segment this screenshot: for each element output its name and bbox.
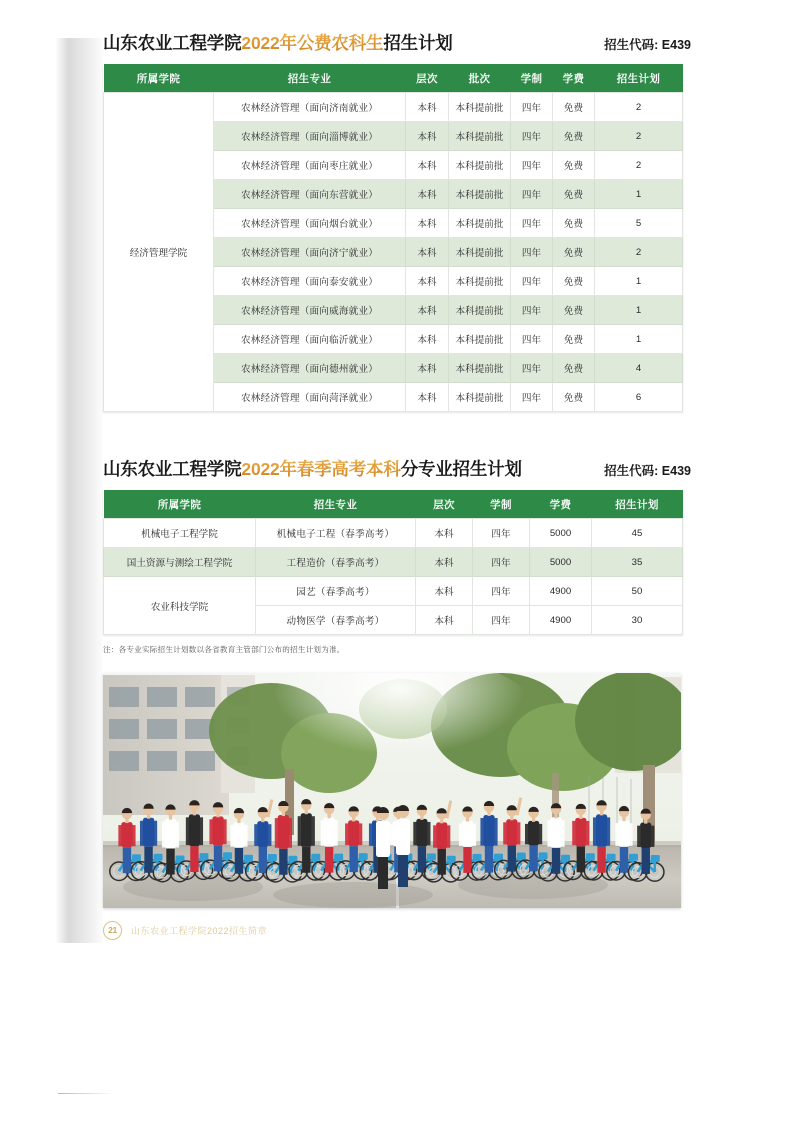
cell-quota: 1 xyxy=(595,180,683,209)
cell-level: 本科 xyxy=(416,577,473,606)
cell-fee: 4900 xyxy=(530,577,592,606)
cell-fee: 免费 xyxy=(553,122,595,151)
cell-years: 四年 xyxy=(511,238,553,267)
page-content xyxy=(103,30,693,940)
gongfei-nongkesheng-plan-table xyxy=(103,64,683,412)
column-header-college: 所属学院 xyxy=(104,490,256,519)
cell-major: 农林经济管理（面向泰安就业） xyxy=(214,267,406,296)
cell-quota: 2 xyxy=(595,151,683,180)
section1-title-row xyxy=(103,30,693,55)
cell-years: 四年 xyxy=(511,325,553,354)
cell-major: 农林经济管理（面向东营就业） xyxy=(214,180,406,209)
cell-years: 四年 xyxy=(511,354,553,383)
cell-fee: 免费 xyxy=(553,209,595,238)
cell-years: 四年 xyxy=(511,383,553,412)
cell-major: 机械电子工程（春季高考） xyxy=(256,519,416,548)
cell-quota: 30 xyxy=(592,606,683,635)
cell-college: 经济管理学院 xyxy=(104,93,214,412)
cell-quota: 1 xyxy=(595,325,683,354)
cell-level: 本科 xyxy=(406,354,449,383)
cell-years: 四年 xyxy=(473,606,530,635)
cell-major: 农林经济管理（面向济南就业） xyxy=(214,93,406,122)
cell-batch: 本科提前批 xyxy=(449,209,511,238)
cell-major: 园艺（春季高考） xyxy=(256,577,416,606)
column-header-major: 招生专业 xyxy=(214,64,406,93)
page-bottom-rule xyxy=(58,1093,115,1094)
table-body xyxy=(104,519,683,635)
table-header-row xyxy=(104,64,683,93)
table-header-row xyxy=(104,490,683,519)
cell-batch: 本科提前批 xyxy=(449,354,511,383)
section2-admission-code: 招生代码: E439 xyxy=(604,464,691,478)
cell-major: 农林经济管理（面向枣庄就业） xyxy=(214,151,406,180)
column-header-fee: 学费 xyxy=(553,64,595,93)
cell-fee: 免费 xyxy=(553,296,595,325)
cell-years: 四年 xyxy=(511,122,553,151)
column-header-major: 招生专业 xyxy=(256,490,416,519)
cell-batch: 本科提前批 xyxy=(449,122,511,151)
cell-quota: 1 xyxy=(595,296,683,325)
cell-college: 国土资源与测绘工程学院 xyxy=(104,548,256,577)
cell-fee: 4900 xyxy=(530,606,592,635)
section1-title-prefix: 山东农业工程学院 xyxy=(103,33,242,53)
cell-batch: 本科提前批 xyxy=(449,296,511,325)
cell-fee: 免费 xyxy=(553,354,595,383)
cell-batch: 本科提前批 xyxy=(449,180,511,209)
cell-level: 本科 xyxy=(406,209,449,238)
column-header-college: 所属学院 xyxy=(104,64,214,93)
cell-major: 工程造价（春季高考） xyxy=(256,548,416,577)
footer-brochure-title: 山东农业工程学院2022招生简章 xyxy=(131,925,268,936)
cell-major: 农林经济管理（面向德州就业） xyxy=(214,354,406,383)
table-body xyxy=(104,93,683,412)
cell-quota: 45 xyxy=(592,519,683,548)
cell-years: 四年 xyxy=(511,151,553,180)
cell-fee: 免费 xyxy=(553,383,595,412)
cell-quota: 2 xyxy=(595,238,683,267)
column-header-years: 学制 xyxy=(511,64,553,93)
section2-title xyxy=(103,456,522,481)
cell-years: 四年 xyxy=(473,577,530,606)
cell-fee: 免费 xyxy=(553,93,595,122)
cell-quota: 1 xyxy=(595,267,683,296)
cell-years: 四年 xyxy=(473,548,530,577)
cell-fee: 5000 xyxy=(530,519,592,548)
cell-fee: 免费 xyxy=(553,325,595,354)
cell-major: 农林经济管理（面向威海就业） xyxy=(214,296,406,325)
column-header-level: 层次 xyxy=(416,490,473,519)
cell-level: 本科 xyxy=(406,383,449,412)
cell-years: 四年 xyxy=(473,519,530,548)
cell-years: 四年 xyxy=(511,267,553,296)
cell-college: 农业科技学院 xyxy=(104,577,256,635)
cell-major: 农林经济管理（面向淄博就业） xyxy=(214,122,406,151)
cell-level: 本科 xyxy=(406,93,449,122)
column-header-fee: 学费 xyxy=(530,490,592,519)
cell-quota: 4 xyxy=(595,354,683,383)
cell-level: 本科 xyxy=(406,267,449,296)
column-header-level: 层次 xyxy=(406,64,449,93)
section1-admission-code: 招生代码: E439 xyxy=(604,38,691,52)
table-row xyxy=(104,577,683,606)
table-row xyxy=(104,519,683,548)
cell-level: 本科 xyxy=(406,325,449,354)
cell-years: 四年 xyxy=(511,296,553,325)
section2-title-row xyxy=(103,456,693,481)
section2-title-prefix: 山东农业工程学院 xyxy=(103,459,242,479)
cell-level: 本科 xyxy=(406,151,449,180)
section2-title-suffix: 分专业招生计划 xyxy=(400,459,522,479)
cell-level: 本科 xyxy=(406,180,449,209)
cell-batch: 本科提前批 xyxy=(449,238,511,267)
cell-quota: 5 xyxy=(595,209,683,238)
cell-quota: 6 xyxy=(595,383,683,412)
section1-title-suffix: 招生计划 xyxy=(383,33,453,53)
cell-major: 农林经济管理（面向烟台就业） xyxy=(214,209,406,238)
column-header-years: 学制 xyxy=(473,490,530,519)
chunji-gaokao-benke-plan-table xyxy=(103,490,683,635)
page-number-badge: 21 xyxy=(103,921,122,940)
cell-batch: 本科提前批 xyxy=(449,383,511,412)
cell-major: 农林经济管理（面向临沂就业） xyxy=(214,325,406,354)
cell-years: 四年 xyxy=(511,93,553,122)
table-row xyxy=(104,548,683,577)
cell-quota: 35 xyxy=(592,548,683,577)
cell-fee: 5000 xyxy=(530,548,592,577)
cell-years: 四年 xyxy=(511,180,553,209)
cell-quota: 2 xyxy=(595,93,683,122)
cell-fee: 免费 xyxy=(553,151,595,180)
section-spacer xyxy=(103,412,693,456)
cell-level: 本科 xyxy=(406,238,449,267)
column-header-batch: 批次 xyxy=(449,64,511,93)
cell-college: 机械电子工程学院 xyxy=(104,519,256,548)
section1-title xyxy=(103,30,453,55)
cell-level: 本科 xyxy=(406,122,449,151)
cell-quota: 50 xyxy=(592,577,683,606)
page-footer xyxy=(103,920,693,940)
cell-level: 本科 xyxy=(416,519,473,548)
table-row xyxy=(104,93,683,122)
cell-major: 动物医学（春季高考） xyxy=(256,606,416,635)
cell-fee: 免费 xyxy=(553,267,595,296)
cell-major: 农林经济管理（面向菏泽就业） xyxy=(214,383,406,412)
column-header-quota: 招生计划 xyxy=(595,64,683,93)
cell-batch: 本科提前批 xyxy=(449,267,511,296)
cell-major: 农林经济管理（面向济宁就业） xyxy=(214,238,406,267)
plan-footnote: 注：各专业实际招生计划数以各省教育主管部门公布的招生计划为准。 xyxy=(103,645,345,654)
cell-quota: 2 xyxy=(595,122,683,151)
section2-title-accent: 2022年春季高考本科 xyxy=(241,459,401,479)
cell-batch: 本科提前批 xyxy=(449,325,511,354)
cell-level: 本科 xyxy=(416,606,473,635)
cell-fee: 免费 xyxy=(553,238,595,267)
page-spine-shadow xyxy=(55,38,103,943)
section1-title-accent: 2022年公费农科生 xyxy=(241,33,384,53)
column-header-quota: 招生计划 xyxy=(592,490,683,519)
cell-level: 本科 xyxy=(416,548,473,577)
cell-years: 四年 xyxy=(511,209,553,238)
cell-level: 本科 xyxy=(406,296,449,325)
cell-fee: 免费 xyxy=(553,180,595,209)
campus-group-photo xyxy=(103,673,681,908)
cell-batch: 本科提前批 xyxy=(449,93,511,122)
cell-batch: 本科提前批 xyxy=(449,151,511,180)
